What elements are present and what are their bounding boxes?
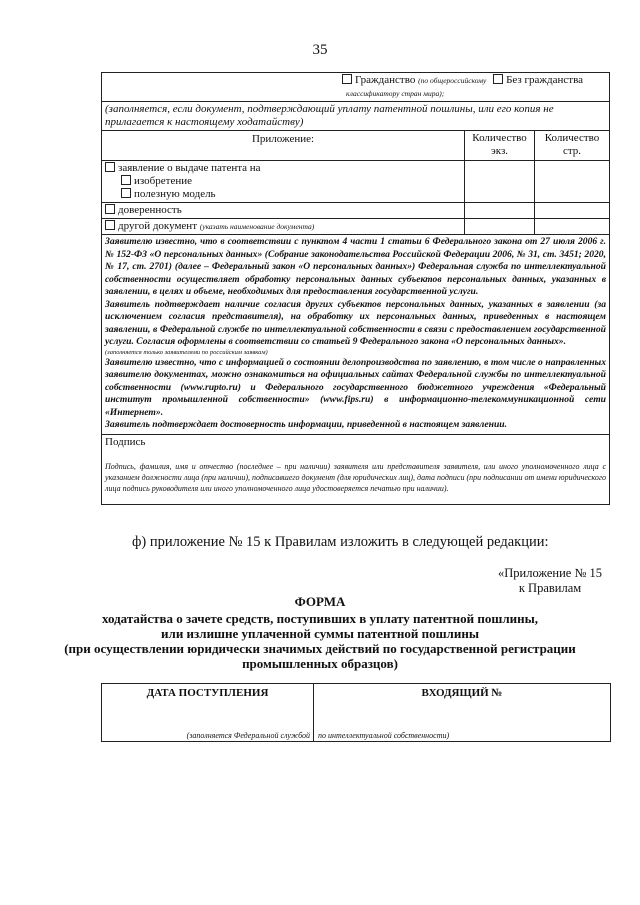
fill-note: (заполняется, если документ, подтверждающий уплату патентной пошлины, или его копия не прилагается к настоящему ходатайству) bbox=[102, 102, 610, 131]
copies-header: Количество экз. bbox=[465, 131, 535, 161]
appendix-ref-line2: к Правилам bbox=[518, 581, 582, 595]
consent-text-3: Заявителю известно, что с информацией о состоянии делопроизводства по заявлению, в том числе о направленных заявителю документах, можно ознакомиться на официальных сайтах Федеральной службы по интеллектуальной собственности (www.rupto.ru) и Федерального государственного бюджетного учреждения «Федеральный институт промышленной собственности» (www.fips.ru) в информационно-телекоммуникационной сети «Интернет». bbox=[105, 356, 606, 418]
invention-checkbox[interactable] bbox=[121, 175, 131, 185]
incoming-number-cell[interactable] bbox=[314, 684, 611, 742]
consent-text-4: Заявитель подтверждает достоверность информации, приведенной в настоящем заявлении. bbox=[105, 419, 508, 430]
application-pages-cell[interactable] bbox=[535, 161, 610, 203]
utility-model-label: полезную модель bbox=[134, 188, 216, 200]
signature-note: Подпись, фамилия, имя и отчество (последнее – при наличии) заявителя или представителя заявителя, или иного уполномоченного лица с указанием должности лица (при наличии), подписавшего документ (для юридических лиц), дата подписи (при подписании от имени юридического лица подпись руководителя или иного уполномоченного лица удостоверяется печатью при наличии). bbox=[105, 461, 606, 493]
fill-note-left: (заполняется Федеральной службой bbox=[186, 731, 310, 740]
incoming-header: ВХОДЯЩИЙ № bbox=[421, 687, 503, 699]
signature-label: Подпись bbox=[105, 435, 146, 448]
form-heading bbox=[0, 594, 640, 671]
receipt-table bbox=[101, 683, 611, 742]
stateless-checkbox[interactable] bbox=[493, 74, 503, 84]
consent-text-1: Заявителю известно, что в соответствии с пунктом 4 части 1 статьи 6 Федерального закона от 27 июля 2006 г. № 152-ФЗ «О персональных данных» (Собрание законодательства Российской Федерации 2006, № 31, ст. 3451; 2020, № 17, ст. 2701) (далее – Федеральный закон «О персональных данных») Федеральная служба по интеллектуальной собственности осуществляет обработку персональных данных субъектов персональных данных, указанных в заявлении, в целях и объеме, необходимых для предоставления государственной услуги. bbox=[105, 236, 606, 297]
receipt-date-cell[interactable] bbox=[102, 684, 314, 742]
attachments-form-table bbox=[101, 72, 610, 505]
appendix-reference bbox=[490, 566, 610, 596]
consent-note: (заполняется только заявителями по российским заявкам) bbox=[105, 348, 268, 356]
stateless-label: Без гражданства bbox=[506, 74, 584, 86]
classifier-note: классификатору стран мира); bbox=[346, 89, 445, 98]
consent-text-2: Заявитель подтверждает наличие согласия других субъектов персональных данных, указанных в заявлении (за исключением согласия представителя), на обработку их персональных данных, приведенных в настоящем заявлении, в Федеральной службе по интеллектуальной собственности в связи с предоставлением государственной услуги. Согласия оформлены в соответствии со статьей 9 Федерального закона «О персональных данных». bbox=[105, 298, 606, 347]
signature-block[interactable] bbox=[102, 434, 610, 504]
appendix-ref-line1: «Приложение № 15 bbox=[497, 566, 603, 580]
other-doc-item: другой документ (указать наименование документа) bbox=[102, 219, 465, 235]
form-subtitle-2: или излишне уплаченной суммы патентной пошлины bbox=[161, 626, 479, 641]
fill-note-right: по интеллектуальной собственности) bbox=[318, 731, 450, 740]
form-subtitle-3: (при осуществлении юридически значимых действий по государственной регистрации bbox=[64, 641, 576, 656]
application-checkbox[interactable] bbox=[105, 162, 115, 172]
power-of-attorney-checkbox[interactable] bbox=[105, 204, 115, 214]
citizenship-checkbox[interactable] bbox=[342, 74, 352, 84]
poa-copies-cell[interactable] bbox=[465, 203, 535, 219]
application-copies-cell[interactable] bbox=[465, 161, 535, 203]
other-doc-checkbox[interactable] bbox=[105, 220, 115, 230]
citizenship-label: Гражданство bbox=[355, 74, 416, 86]
form-subtitle-1: ходатайства о зачете средств, поступивших в уплату патентной пошлины, bbox=[101, 611, 539, 626]
page-number: 35 bbox=[312, 42, 328, 58]
other-doc-note: (указать наименование документа) bbox=[199, 222, 315, 231]
form-title: ФОРМА bbox=[294, 594, 346, 609]
amendment-line: ф) приложение № 15 к Правилам изложить в следующей редакции: bbox=[132, 534, 549, 550]
citizenship-note: (по общероссийскому bbox=[418, 76, 487, 85]
citizenship-row bbox=[102, 73, 610, 102]
consent-block bbox=[102, 235, 610, 435]
invention-label: изобретение bbox=[134, 175, 192, 187]
power-of-attorney-item: доверенность bbox=[102, 203, 465, 219]
other-pages-cell[interactable] bbox=[535, 219, 610, 235]
poa-pages-cell[interactable] bbox=[535, 203, 610, 219]
utility-model-checkbox[interactable] bbox=[121, 188, 131, 198]
application-item: заявление о выдаче патента на изобретение полезную модель bbox=[102, 161, 465, 203]
pages-header: Количество стр. bbox=[535, 131, 610, 161]
date-header: ДАТА ПОСТУПЛЕНИЯ bbox=[146, 687, 269, 699]
other-copies-cell[interactable] bbox=[465, 219, 535, 235]
attachment-header: Приложение: bbox=[102, 131, 465, 161]
form-subtitle-4: промышленных образцов) bbox=[242, 656, 398, 671]
